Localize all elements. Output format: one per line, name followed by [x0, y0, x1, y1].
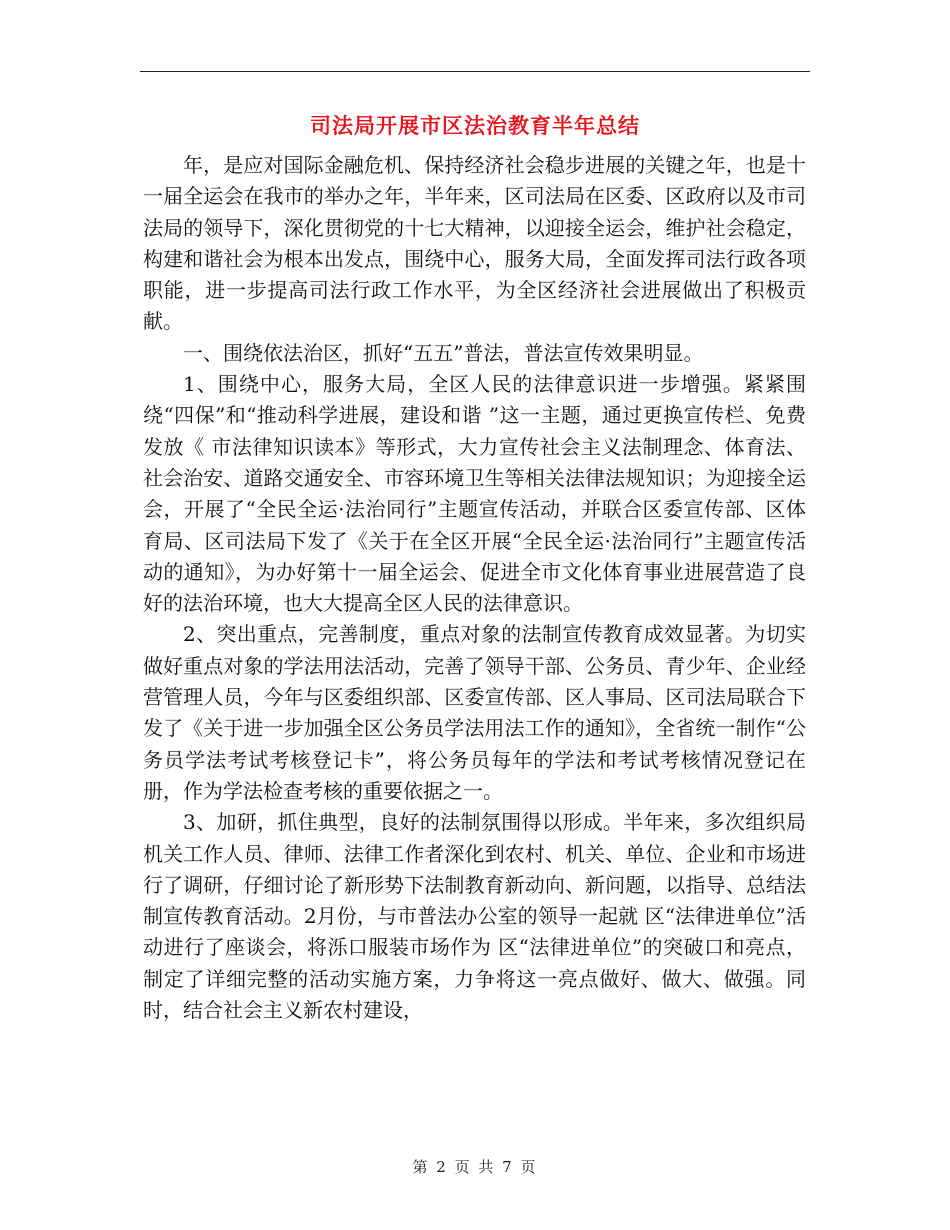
- page-number-footer: 第 2 页 共 7 页: [412, 1158, 538, 1176]
- document-title: 司法局开展市区法治教育半年总结: [310, 113, 640, 138]
- paragraph-item-3: 3、加研，抓住典型，良好的法制氛围得以形成。半年来，多次组织局机关工作人员、律师、法律工作者深化到农村、机关、单位、企业和市场进行了调研，仔细讨论了新形势下法制教育新动向、新问题，以指导、总结法制宣传教育活动。2月份，与市普法办公室的领导一起就 区“法律进单位”活动进行了座谈会，将泺口服装市场作为 区“法律进单位”的突破口和亮点，制定了详细完整的活动实施方案，力争将这一亮点做好、做大、做强。同时，结合社会主义新农村建设，: [143, 810, 806, 1023]
- paragraph-intro: 年，是应对国际金融危机、保持经济社会稳步进展的关键之年，也是十一届全运会在我市的举办之年，半年来，区司法局在区委、区政府以及市司法局的领导下，深化贯彻党的十七大精神，以迎接全运会，维护社会稳定，构建和谐社会为根本出发点，围绕中心，服务大局，全面发挥司法行政各项职能，进一步提高司法行政工作水平，为全区经济社会进展做出了积极贡献。: [143, 153, 806, 334]
- paragraph-item-2: 2、突出重点，完善制度，重点对象的法制宣传教育成效显著。为切实做好重点对象的学法用法活动，完善了领导干部、公务员、青少年、企业经营管理人员，今年与区委组织部、区委宣传部、区人事局、区司法局联合下发了《关于进一步加强全区公务员学法用法工作的通知》，全省统一制作“公务员学法考试考核登记卡”，将公务员每年的学法和考试考核情况登记在册，作为学法检查考核的重要依据之一。: [143, 622, 806, 803]
- paragraph-item-1: 1、围绕中心，服务大局，全区人民的法律意识进一步增强。紧紧围绕“四保”和“推动科学进展，建设和谐 ”这一主题，通过更换宣传栏、免费发放《 市法律知识读本》等形式，大力宣传社会主义法制理念、体育法、社会治安、道路交通安全、市容环境卫生等相关法律法规知识；为迎接全运会，开展了“全民全运·法治同行”主题宣传活动，并联合区委宣传部、区体育局、区司法局下发了《关于在全区开展“全民全运·法治同行”主题宣传活动的通知》，为办好第十一届全运会、促进全市文化体育事业进展营造了良好的法治环境，也大大提高全区人民的法律意识。: [143, 372, 806, 616]
- document-body: [143, 150, 806, 1026]
- header-rule: [140, 71, 810, 72]
- paragraph-section-1-heading: 一、围绕依法治区，抓好“五五”普法，普法宣传效果明显。: [183, 340, 704, 365]
